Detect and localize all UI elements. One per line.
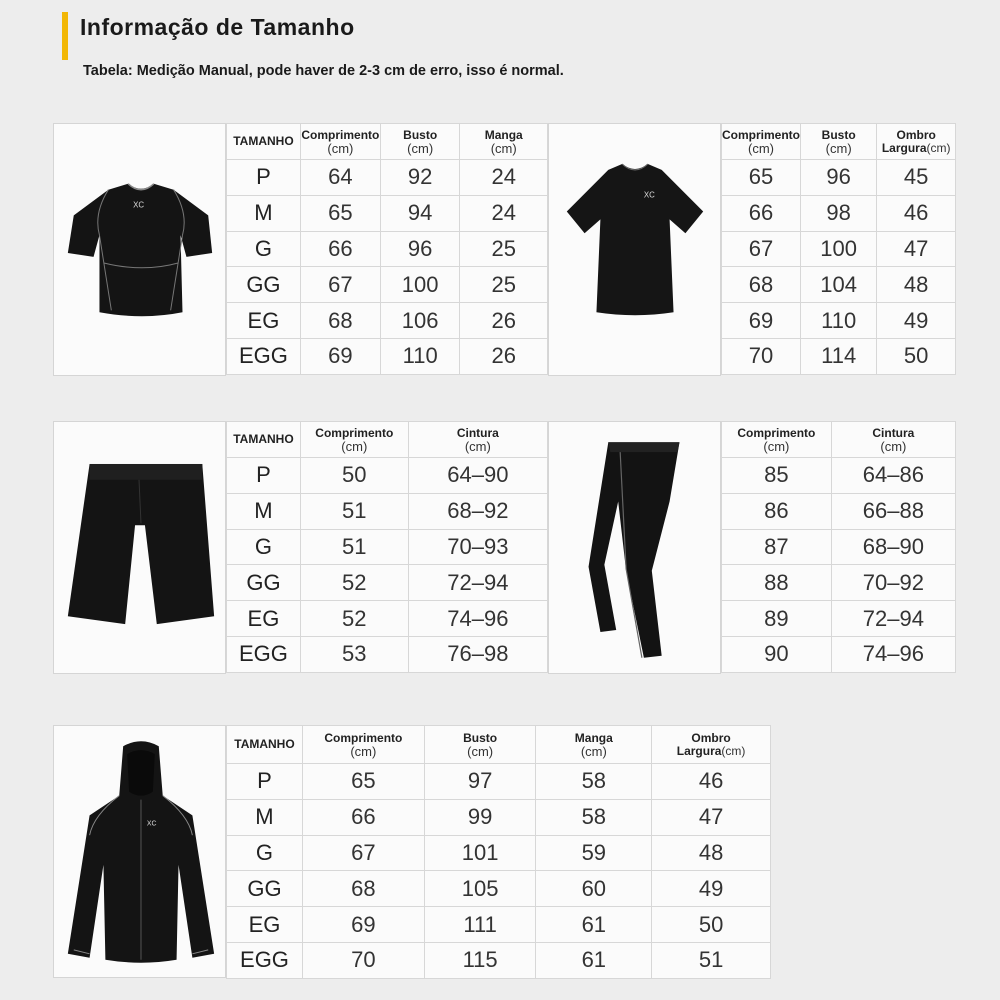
measurement-cell: 51: [652, 942, 771, 978]
leggings-photo: [548, 421, 721, 674]
table-row: [227, 942, 771, 978]
measurement-cell: 51: [300, 529, 408, 565]
measurement-cell: 65: [300, 195, 380, 231]
measurement-cell: 101: [424, 835, 536, 871]
loose-tshirt-icon: [549, 124, 720, 375]
measurement-cell: 48: [877, 267, 956, 303]
measurement-cell: 111: [424, 907, 536, 943]
compression-tshirt-icon: [54, 124, 225, 375]
measurement-cell: 58: [536, 764, 652, 800]
measurement-cell: 52: [300, 565, 408, 601]
table-row: [722, 338, 956, 374]
col-header-length: Comprimento (cm): [300, 422, 408, 458]
size-cell: GG: [227, 267, 301, 303]
measurement-cell: 26: [460, 338, 548, 374]
measurement-cell: 89: [722, 601, 832, 637]
measurement-cell: 24: [460, 195, 548, 231]
leggings-icon: [549, 422, 720, 673]
loose-tshirt-size-table: [721, 123, 956, 375]
col-header-shoulder-width: Ombro Largura(cm): [877, 124, 956, 160]
measurement-cell: 110: [801, 303, 877, 339]
measurement-cell: 24: [460, 160, 548, 196]
table-row: [227, 636, 548, 672]
table-row: [227, 764, 771, 800]
measurement-cell: 86: [722, 493, 832, 529]
table-row: [722, 493, 956, 529]
measurement-cell: 97: [424, 764, 536, 800]
table-row: [227, 160, 548, 196]
measurement-cell: 64–86: [831, 458, 955, 494]
table-row: [227, 907, 771, 943]
measurement-cell: 64: [300, 160, 380, 196]
page-subtitle: Tabela: Medição Manual, pode haver de 2-3 cm de erro, isso é normal.: [83, 63, 564, 79]
table-row: [227, 338, 548, 374]
measurement-cell: 72–94: [831, 601, 955, 637]
col-header-sleeve: Manga (cm): [536, 726, 652, 764]
size-cell: GG: [227, 565, 301, 601]
size-cell: EGG: [227, 942, 303, 978]
table-row: [227, 493, 548, 529]
measurement-cell: 74–96: [831, 636, 955, 672]
size-cell: P: [227, 160, 301, 196]
measurement-cell: 87: [722, 529, 832, 565]
measurement-cell: 50: [300, 458, 408, 494]
measurement-cell: 105: [424, 871, 536, 907]
measurement-cell: 48: [652, 835, 771, 871]
col-header-size: TAMANHO: [227, 726, 303, 764]
col-header-waist: Cintura (cm): [408, 422, 547, 458]
measurement-cell: 110: [380, 338, 460, 374]
measurement-cell: 68–90: [831, 529, 955, 565]
table-row: [722, 565, 956, 601]
measurement-cell: 66: [722, 195, 801, 231]
measurement-cell: 90: [722, 636, 832, 672]
measurement-cell: 69: [722, 303, 801, 339]
compression-tshirt-photo: [53, 123, 226, 376]
measurement-cell: 53: [300, 636, 408, 672]
svg-text:XC: XC: [146, 820, 157, 828]
col-header-bust: Busto (cm): [424, 726, 536, 764]
table-row: [227, 565, 548, 601]
size-cell: M: [227, 799, 303, 835]
shorts-size-table: [226, 421, 548, 673]
measurement-cell: 106: [380, 303, 460, 339]
measurement-cell: 70–93: [408, 529, 547, 565]
size-cell: GG: [227, 871, 303, 907]
measurement-cell: 45: [877, 160, 956, 196]
table-row: [227, 835, 771, 871]
size-cell: P: [227, 764, 303, 800]
measurement-cell: 26: [460, 303, 548, 339]
table-row: [722, 529, 956, 565]
measurement-cell: 69: [300, 338, 380, 374]
measurement-cell: 94: [380, 195, 460, 231]
measurement-cell: 50: [652, 907, 771, 943]
title-accent-bar: [62, 12, 68, 60]
table-row: [227, 267, 548, 303]
table-row: [722, 231, 956, 267]
col-header-size: TAMANHO: [227, 422, 301, 458]
measurement-cell: 67: [722, 231, 801, 267]
col-header-length: Comprimento (cm): [722, 124, 801, 160]
size-cell: M: [227, 195, 301, 231]
col-header-shoulder-width: Ombro Largura(cm): [652, 726, 771, 764]
table-row: [722, 458, 956, 494]
measurement-cell: 67: [300, 267, 380, 303]
col-header-length: Comprimento (cm): [302, 726, 424, 764]
size-cell: G: [227, 835, 303, 871]
measurement-cell: 49: [877, 303, 956, 339]
col-header-size: TAMANHO: [227, 124, 301, 160]
table-row: [227, 231, 548, 267]
measurement-cell: 47: [877, 231, 956, 267]
measurement-cell: 69: [302, 907, 424, 943]
compression-tshirt-size-table: [226, 123, 548, 375]
table-row: [722, 195, 956, 231]
measurement-cell: 96: [801, 160, 877, 196]
measurement-cell: 100: [801, 231, 877, 267]
measurement-cell: 85: [722, 458, 832, 494]
measurement-cell: 100: [380, 267, 460, 303]
col-header-length: Comprimento (cm): [300, 124, 380, 160]
measurement-cell: 70–92: [831, 565, 955, 601]
measurement-cell: 70: [722, 338, 801, 374]
shorts-photo: [53, 421, 226, 674]
measurement-cell: 66: [302, 799, 424, 835]
table-body: [227, 160, 548, 375]
measurement-cell: 50: [877, 338, 956, 374]
size-cell: P: [227, 458, 301, 494]
measurement-cell: 61: [536, 907, 652, 943]
shorts-icon: [54, 422, 225, 673]
col-header-waist: Cintura (cm): [831, 422, 955, 458]
measurement-cell: 104: [801, 267, 877, 303]
measurement-cell: 72–94: [408, 565, 547, 601]
col-header-sleeve: Manga (cm): [460, 124, 548, 160]
loose-tshirt-photo: [548, 123, 721, 376]
table-row: [227, 303, 548, 339]
measurement-cell: 66–88: [831, 493, 955, 529]
table-body: [227, 764, 771, 979]
table-row: [227, 871, 771, 907]
table-row: [227, 529, 548, 565]
measurement-cell: 60: [536, 871, 652, 907]
measurement-cell: 68: [722, 267, 801, 303]
size-cell: EG: [227, 907, 303, 943]
size-cell: EGG: [227, 636, 301, 672]
measurement-cell: 47: [652, 799, 771, 835]
measurement-cell: 99: [424, 799, 536, 835]
size-cell: G: [227, 231, 301, 267]
table-body: [227, 458, 548, 673]
table-body: [722, 160, 956, 375]
col-header-bust: Busto (cm): [801, 124, 877, 160]
size-cell: EGG: [227, 338, 301, 374]
svg-text:XC: XC: [643, 190, 655, 200]
measurement-cell: 51: [300, 493, 408, 529]
measurement-cell: 49: [652, 871, 771, 907]
size-cell: G: [227, 529, 301, 565]
table-row: [722, 267, 956, 303]
measurement-cell: 115: [424, 942, 536, 978]
table-row: [722, 636, 956, 672]
measurement-cell: 66: [300, 231, 380, 267]
leggings-size-table: [721, 421, 956, 673]
measurement-cell: 64–90: [408, 458, 547, 494]
measurement-cell: 74–96: [408, 601, 547, 637]
measurement-cell: 114: [801, 338, 877, 374]
measurement-cell: 98: [801, 195, 877, 231]
measurement-cell: 59: [536, 835, 652, 871]
table-body: [722, 458, 956, 673]
measurement-cell: 25: [460, 231, 548, 267]
size-cell: EG: [227, 303, 301, 339]
measurement-cell: 76–98: [408, 636, 547, 672]
measurement-cell: 68–92: [408, 493, 547, 529]
table-row: [227, 799, 771, 835]
table-row: [722, 601, 956, 637]
svg-text:XC: XC: [133, 200, 145, 210]
table-row: [227, 601, 548, 637]
measurement-cell: 52: [300, 601, 408, 637]
measurement-cell: 96: [380, 231, 460, 267]
measurement-cell: 92: [380, 160, 460, 196]
measurement-cell: 61: [536, 942, 652, 978]
table-row: [722, 160, 956, 196]
col-header-length: Comprimento (cm): [722, 422, 832, 458]
measurement-cell: 70: [302, 942, 424, 978]
measurement-cell: 68: [302, 871, 424, 907]
hoodie-photo: [53, 725, 226, 978]
measurement-cell: 65: [302, 764, 424, 800]
measurement-cell: 67: [302, 835, 424, 871]
measurement-cell: 46: [877, 195, 956, 231]
hoodie-icon: [54, 726, 225, 977]
table-row: [227, 195, 548, 231]
hoodie-size-table: [226, 725, 771, 979]
col-header-bust: Busto (cm): [380, 124, 460, 160]
measurement-cell: 65: [722, 160, 801, 196]
page-title: Informação de Tamanho: [80, 14, 355, 40]
measurement-cell: 58: [536, 799, 652, 835]
measurement-cell: 88: [722, 565, 832, 601]
size-cell: M: [227, 493, 301, 529]
table-row: [227, 458, 548, 494]
table-row: [722, 303, 956, 339]
measurement-cell: 68: [300, 303, 380, 339]
size-cell: EG: [227, 601, 301, 637]
measurement-cell: 25: [460, 267, 548, 303]
measurement-cell: 46: [652, 764, 771, 800]
